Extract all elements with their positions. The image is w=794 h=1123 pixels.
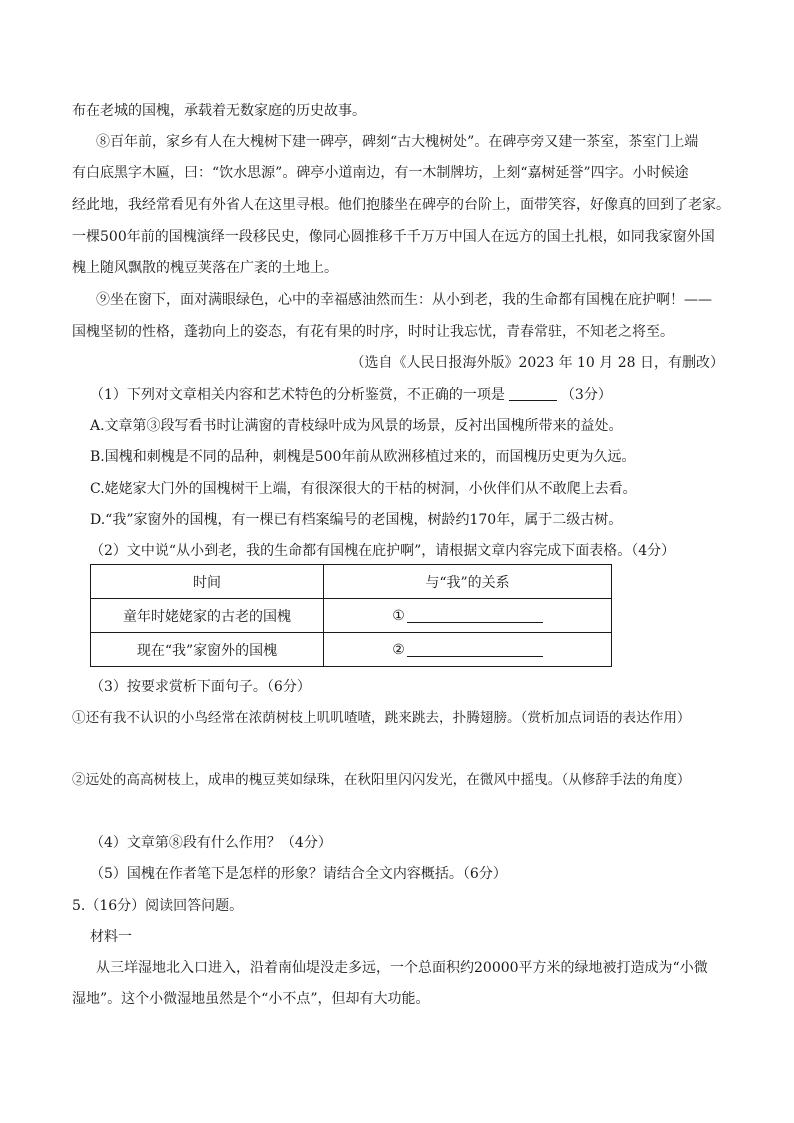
paragraph-9-line-1: ⑨坐在窗下，面对满眼绿色，心中的幸福感油然而生：从小到老，我的生命都有国槐在庇护啊！—— <box>96 292 712 308</box>
question-3-sentence-1: ①还有我不认识的小鸟经常在浓荫树枝上叽叽喳喳，跳来跳去，扑腾翅膀。（赏析加点词语的表达作用） <box>72 710 691 726</box>
material-paragraph-line-2: 湿地”。这个小微湿地虽然是个“小不点”，但却有大功能。 <box>72 991 430 1007</box>
material-label: 材料一 <box>90 929 132 945</box>
table-header-row <box>91 565 612 599</box>
material-paragraph-line-1: 从三垟湿地北入口进入，沿着南仙堤没走多远，一个总面积约20000平方米的绿地被打造成为“小微 <box>96 960 708 976</box>
paragraph-8-line-2: 有白底黑字木匾，曰：“饮水思源”。碑亭小道南边，有一木制牌坊，上刻“嘉树延誉”四字。小时候途 <box>72 165 689 181</box>
option-b: B.国槐和刺槐是不同的品种，刺槐是500年前从欧洲移植过来的，而国槐历史更为久远。 <box>90 449 636 465</box>
question-1-text: （1）下列对文章相关内容和艺术特色的分析鉴赏，不正确的一项是 <box>90 387 505 403</box>
question-1-score: （3分） <box>560 387 612 403</box>
question-1 <box>90 385 612 405</box>
option-a: A.文章第③段写看书时让满窗的青枝绿叶成为风景的场景，反衬出国槐所带来的益处。 <box>90 418 623 434</box>
answer-line[interactable] <box>407 608 543 623</box>
answer-marker: ① <box>392 607 405 624</box>
table-header-relation: 与“我”的关系 <box>324 565 612 599</box>
relationship-table <box>90 564 612 667</box>
paragraph-8-line-4: 一棵500年前的国槐演绎一段移民史，像同心圆推移千千万万中国人在远方的国土扎根，如同我家窗外国 <box>72 229 715 245</box>
question-2: （2）文中说“从小到老，我的生命都有国槐在庇护啊”，请根据文章内容完成下面表格。（4分） <box>90 543 676 559</box>
table-row <box>91 633 612 667</box>
passage-paragraph-tail: 布在老城的国槐，承载着无数家庭的历史故事。 <box>72 103 366 119</box>
paragraph-8-line-1: ⑧百年前，家乡有人在大槐树下建一碑亭，碑刻“古大槐树处”。在碑亭旁又建一茶室，茶室门上端 <box>96 134 699 150</box>
answer-marker: ② <box>392 641 405 658</box>
source-citation: （选自《人民日报海外版》2023 年 10 月 28 日，有删改） <box>350 355 724 371</box>
table-row <box>91 599 612 633</box>
paragraph-9-line-2: 国槐坚韧的性格，蓬勃向上的姿态，有花有果的时序，时时让我忘忧，青春常驻，不知老之将至。 <box>72 324 674 340</box>
table-header-time: 时间 <box>91 565 324 599</box>
table-cell-time: 童年时姥姥家的古老的国槐 <box>91 599 324 633</box>
answer-blank[interactable] <box>509 386 557 401</box>
table-cell-time: 现在“我”家窗外的国槐 <box>91 633 324 667</box>
option-c: C.姥姥家大门外的国槐树干上端，有很深很大的干枯的树洞，小伙伴们从不敢爬上去看。 <box>90 481 637 497</box>
section-5-heading: 5.（16分）阅读回答问题。 <box>72 898 244 914</box>
table-cell-answer[interactable] <box>324 633 612 667</box>
table-cell-answer[interactable] <box>324 599 612 633</box>
question-3: （3）按要求赏析下面句子。（6分） <box>90 679 311 695</box>
question-5: （5）国槐在作者笔下是怎样的形象？请结合全文内容概括。（6分） <box>90 866 507 882</box>
question-3-sentence-2: ②远处的高高树枝上，成串的槐豆荚如绿珠，在秋阳里闪闪发光，在微风中摇曳。（从修辞手法的角度） <box>72 772 691 788</box>
question-4: （4）文章第⑧段有什么作用？（4分） <box>90 835 332 851</box>
paragraph-8-line-5: 槐上随风飘散的槐豆荚落在广袤的土地上。 <box>72 260 338 276</box>
answer-line[interactable] <box>407 642 543 657</box>
option-d: D.“我”家窗外的国槐，有一棵已有档案编号的老国槐，树龄约170年，属于二级古树。 <box>90 512 623 528</box>
paragraph-8-line-3: 经此地，我经常看见有外省人在这里寻根。他们抱膝坐在碑亭的台阶上，面带笑容，好像真的回到了老家。 <box>72 197 730 213</box>
